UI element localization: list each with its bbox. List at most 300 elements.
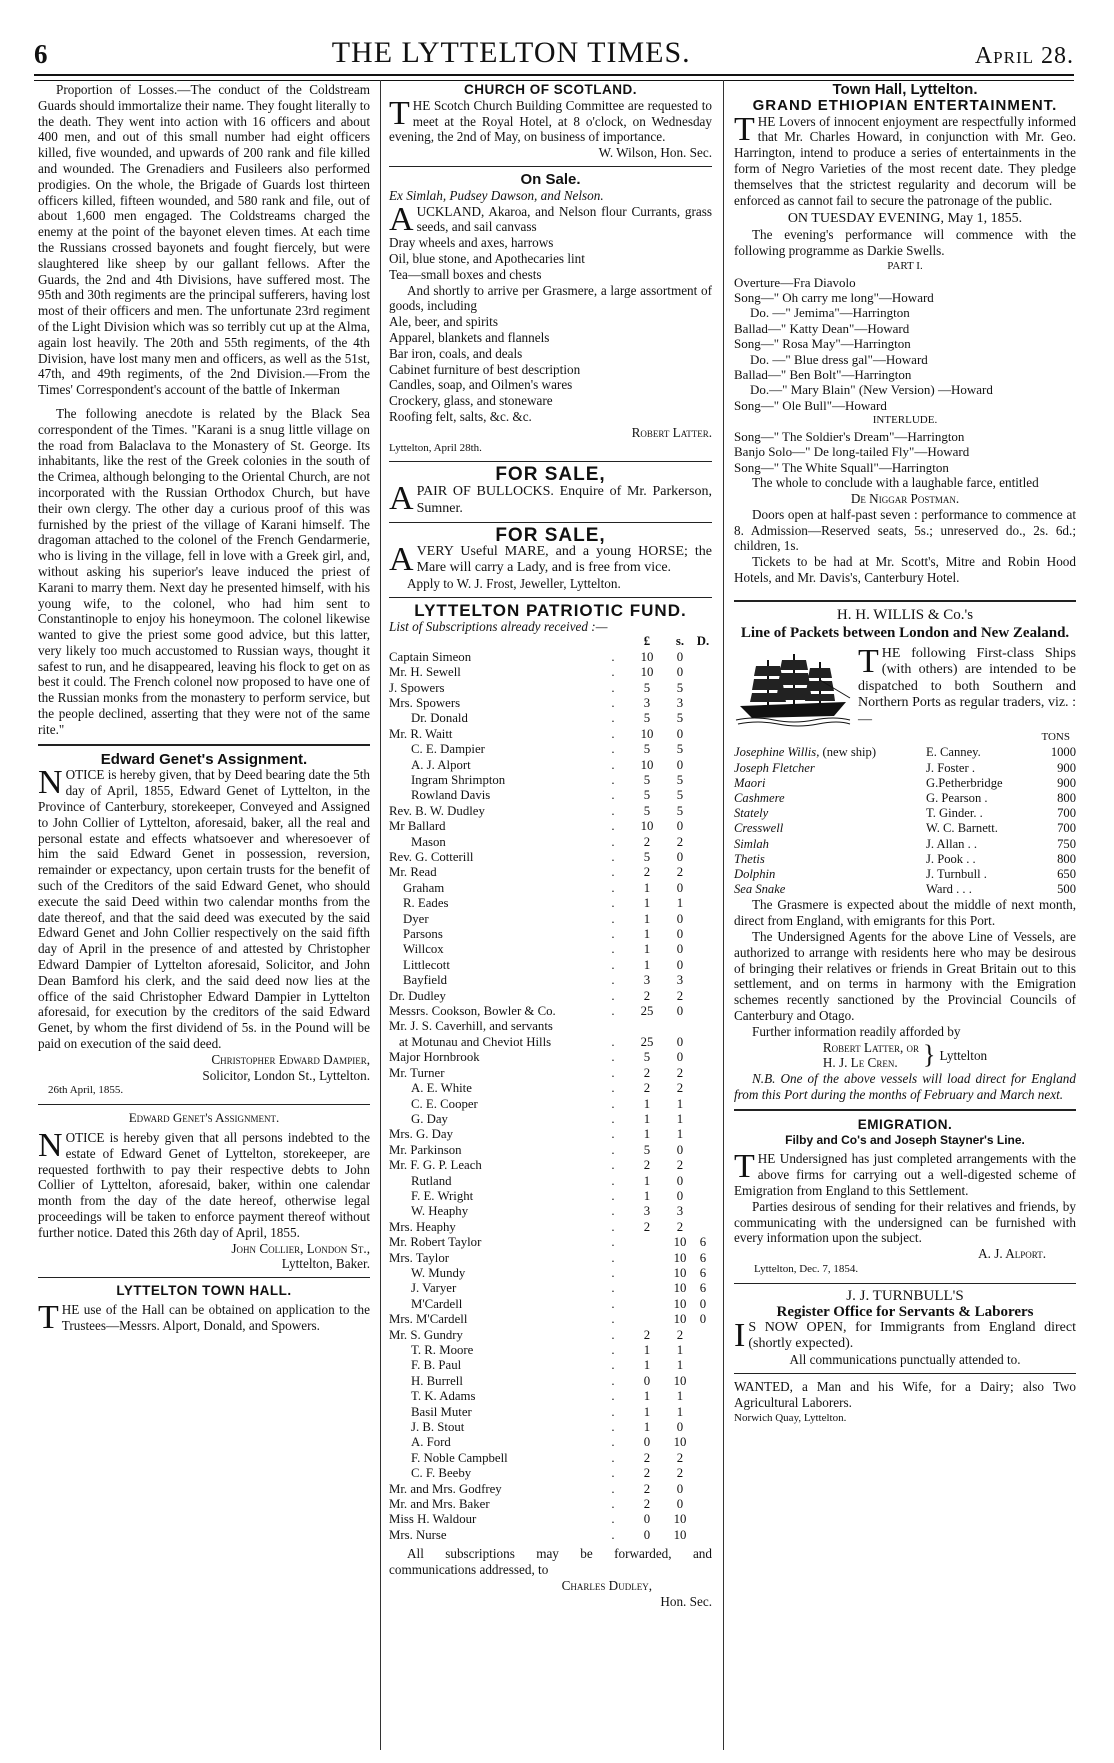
ship-master: J. Foster . [926, 760, 975, 775]
subscriber-name: F. B. Paul [411, 1358, 462, 1373]
subscriber-name: Mr. Turner [389, 1065, 445, 1080]
subscriber-name: T. R. Moore [411, 1343, 474, 1357]
leader-dots: . [611, 850, 615, 864]
table-row [389, 1358, 712, 1373]
column-2 [389, 82, 712, 1609]
amount-pence [694, 1466, 712, 1481]
amount-pounds: 1 [643, 1096, 651, 1111]
amount-pence [694, 881, 712, 896]
subscriber-name: Mr. S. Gundry [389, 1327, 463, 1342]
amount-shillings: 1 [676, 1096, 684, 1111]
mare-ad: AVERY Useful MARE, and a young HORSE; the Mare will carry a Lady, and is free from vice. [389, 540, 712, 578]
leader-dots: . [611, 1142, 615, 1157]
sailing-ship-icon [734, 650, 852, 728]
table-row [389, 896, 712, 911]
amount-shillings: 0 [676, 665, 684, 680]
table-row [389, 1050, 712, 1065]
drop-cap: A [389, 540, 414, 578]
ship-name [734, 791, 926, 806]
amount-pence: 6 [699, 1265, 707, 1280]
amount-pounds: 2 [643, 1497, 651, 1512]
divider [38, 744, 370, 746]
leader-dots: . [611, 1527, 615, 1542]
amount-pounds: 5 [643, 742, 651, 757]
table-row [389, 742, 712, 757]
leader-dots: . [611, 957, 615, 972]
amount-pence [694, 788, 712, 803]
amount-shillings: 3 [676, 973, 684, 988]
amount-pence [694, 773, 712, 788]
church-notice: THE Scotch Church Building Committee are requested to meet at the Royal Hotel, at 8 o'clock, on Wednesday evening, the 2nd of May, on business of importance. [389, 94, 712, 145]
masthead-rule [34, 74, 1074, 81]
amount-pounds: 3 [643, 1204, 651, 1219]
issue-date: April 28. [974, 43, 1074, 69]
table-row [389, 1374, 712, 1389]
amount-shillings: 0 [676, 1142, 684, 1157]
programme-item: Do.—" Mary Blain" (New Version) —Howard [750, 382, 993, 398]
leader-dots: . [611, 711, 615, 726]
amount-pounds: 2 [643, 1450, 651, 1465]
fund-footer: All subscriptions may be forwarded, and communications addressed, to [389, 1546, 712, 1578]
genet-assignment-notice: NOTICE is hereby given, that by Deed bearing date the 5th day of April, 1855, Edward Genet of Lyttelton, in the Province of Canterbury, storekeeper, Conveyed and Assigned to John Collier of Lyttelton, aforesaid, baker, all the real and personal estate and effects whatsoever and wheresoever of him the said Edward Genet in possession, reversion, remainder or expectancy, upon certain trusts for the benefit of such of the Creditors of the said Edward Genet, who should execute the said Deed within two calendar months from the date thereof, and that the said deed was executed by the said Edward Genet and John Collier respectively on the said fifth day of April in the presence of and attested by Christopher Edward Dampier of Lyttelton aforesaid, Solicitor, and John Dean Bamford his clerk, and the said deed now lies at the office of the said Christopher Edward Dampier in Lyttelton aforesaid, for execution by the creditors of the said Edward Genet, by whom the first dividend of 5s. in the Pound will be paid on execution of the said deed. [38, 764, 370, 1052]
amount-pence [694, 727, 712, 742]
table-row [389, 1235, 712, 1250]
drop-cap: A [389, 200, 414, 238]
leader-dots: . [611, 927, 615, 942]
table-row [389, 1220, 712, 1235]
leader-dots: . [611, 1004, 615, 1019]
programme-item: Ballad—" Katty Dean"—Howard [734, 320, 910, 336]
subscriber-name: C. E. Cooper [411, 1096, 478, 1111]
table-row [389, 1035, 712, 1050]
ship-master: W. C. Barnett. [926, 821, 998, 836]
table-row [389, 1281, 712, 1296]
table-row [389, 1158, 712, 1173]
amount-shillings: 10 [673, 1235, 687, 1250]
subscriber-name: Dr. Dudley [389, 988, 446, 1003]
leader-dots: . [611, 1096, 615, 1111]
on-sale-arriving: And shortly to arrive per Grasmere, a large assortment of goods, including [389, 282, 712, 314]
amount-shillings: 0 [676, 1050, 684, 1065]
amount-pence [694, 1420, 712, 1435]
agents-notice: The Undersigned Agents for the above Line of Vessels, are authorized to arrange with residents here who may be desirous of bringing their relatives or friends in Great Britain out to this settlement, and on terms in harmony with the Emigration schemes recently sanctioned by the Provincial Councils of Canterbury and Otago. [734, 929, 1076, 1024]
programme-item: Do. —" Blue dress gal"—Howard [750, 351, 928, 367]
amount-pence [694, 1358, 712, 1373]
sale-item: Crockery, glass, and stoneware [389, 393, 553, 409]
amount-pence [694, 989, 712, 1004]
amount-shillings: 0 [676, 649, 684, 664]
amount-pounds: 25 [640, 1034, 654, 1049]
amount-pounds: 5 [643, 788, 651, 803]
amount-shillings: 2 [676, 1450, 684, 1465]
amount-pence [694, 896, 712, 911]
amount-shillings: 2 [676, 1081, 684, 1096]
turnbull-notice: I S NOW OPEN, for Immigrants from England direct (shortly expected). [734, 1317, 1076, 1355]
farce-title: De Niggar Postman. [850, 491, 960, 507]
subscriber-name: H. Burrell [411, 1373, 463, 1388]
ship-name-text: Sea Snake [734, 882, 786, 897]
subscriber-name: Bayfield [403, 973, 448, 988]
table-row [389, 1466, 712, 1481]
on-sale-intro: AUCKLAND, Akaroa, and Nelson flour Currants, grass seeds, and sail canvass [389, 200, 712, 238]
leader-dots: . [611, 819, 615, 834]
sale-item: Dray wheels and axes, harrows [389, 235, 554, 251]
leader-dots: . [611, 1219, 615, 1234]
amount-pounds [628, 1235, 666, 1250]
programme-item: Song—" Rosa May"—Harrington [734, 336, 911, 352]
amount-pence [694, 1097, 712, 1112]
subscriber-name: Graham [403, 880, 445, 895]
amount-pounds: 10 [640, 665, 654, 680]
leader-dots: . [611, 1420, 615, 1435]
subscriber-name: W. Mundy [411, 1265, 466, 1280]
ship-tons: 900 [1057, 775, 1076, 790]
subscriber-name: R. Eades [403, 896, 449, 911]
table-row [389, 1482, 712, 1497]
leader-dots: . [611, 772, 615, 787]
ship-name [734, 837, 926, 852]
ship-tons: 700 [1057, 806, 1076, 821]
amount-pounds: 1 [643, 1420, 651, 1435]
ship-master: Ward . . . [926, 882, 972, 897]
table-row [389, 1143, 712, 1158]
on-sale-heading: On Sale. [520, 170, 581, 188]
subscriber-name: Mr. F. G. P. Leach [389, 1158, 482, 1173]
leader-dots: . [611, 1281, 615, 1296]
programme-item: Overture—Fra Diavolo [734, 274, 856, 290]
ships-list [734, 745, 1076, 897]
leader-dots: . [611, 695, 615, 710]
leader-dots: . [611, 1065, 615, 1080]
town-hall-lyttelton-heading: Town Hall, Lyttelton. [832, 81, 978, 98]
drop-cap: N [38, 1127, 63, 1164]
amount-pounds: 10 [640, 819, 654, 834]
amount-pence [694, 665, 712, 680]
amount-pounds: 5 [643, 850, 651, 864]
table-row [389, 1251, 712, 1266]
subscriber-name: J. B. Stout [411, 1420, 465, 1435]
amount-shillings: 2 [676, 988, 684, 1003]
genet-signatory-address: Solicitor, London St., Lyttelton. [202, 1067, 370, 1083]
subscriber-name: J. Varyer [411, 1281, 457, 1296]
ship-row [734, 806, 1076, 821]
ship-name-text: Simlah [734, 836, 769, 851]
further-info: Further information readily afforded by [752, 1023, 961, 1039]
amount-pence [694, 835, 712, 850]
table-row [389, 711, 712, 726]
leader-dots: . [611, 834, 615, 849]
subscriber-name: Parsons [403, 927, 443, 942]
amount-shillings: 0 [676, 1004, 684, 1019]
ship-name [734, 821, 926, 836]
table-row [389, 958, 712, 973]
subscriber-name: Rowland Davis [411, 788, 491, 803]
ship-tons: 700 [1057, 821, 1076, 836]
ship-row [734, 761, 1076, 776]
ship-tons: 500 [1057, 882, 1076, 897]
subscriber-name: Willcox [403, 942, 444, 957]
leader-dots: . [611, 1343, 615, 1357]
amount-shillings: 2 [676, 1065, 684, 1080]
table-row [389, 1328, 712, 1343]
amount-pence [694, 1035, 712, 1050]
leader-dots: . [611, 1435, 615, 1450]
subscriber-name: W. Heaphy [411, 1204, 469, 1219]
amount-pounds: 2 [643, 1219, 651, 1234]
subscriber-name: Ingram Shrimpton [411, 772, 506, 787]
amount-shillings: 1 [676, 1343, 684, 1357]
tickets-info: Tickets to be had at Mr. Scott's, Mitre and Robin Hood Hotels, and Mr. Davis's, Canterbury Hotel. [734, 554, 1076, 586]
amount-shillings: 0 [676, 757, 684, 772]
amount-pence [694, 1435, 712, 1450]
subscriber-name: Mrs. Heaphy [389, 1219, 456, 1234]
ship-name [734, 806, 926, 821]
amount-pounds: 2 [643, 865, 651, 880]
amount-pounds [628, 1251, 666, 1266]
sale-item: Bar iron, coals, and deals [389, 345, 523, 361]
table-row [389, 1189, 712, 1204]
table-row [389, 1081, 712, 1096]
alport-signatory: A. J. Alport. [978, 1246, 1046, 1262]
emigration-date: Lyttelton, Dec. 7, 1854. [754, 1262, 859, 1275]
amount-pounds: 0 [643, 1373, 651, 1388]
subscriber-name: Dyer [403, 911, 429, 926]
leader-dots: . [611, 1466, 615, 1481]
amount-shillings: 1 [676, 1358, 684, 1373]
willis-subheading: Line of Packets between London and New Zealand. [740, 624, 1070, 641]
divider [38, 1104, 370, 1105]
leader-dots: . [611, 973, 615, 988]
leader-dots: . [611, 1250, 615, 1265]
amount-pence [694, 1081, 712, 1096]
leader-dots: . [611, 1404, 615, 1419]
leader-dots: . [611, 649, 615, 664]
amount-shillings: 10 [673, 1512, 687, 1527]
ship-name-text: Stately [734, 806, 769, 821]
table-row [389, 1112, 712, 1127]
leader-dots: . [611, 803, 615, 818]
leader-dots: . [611, 880, 615, 895]
amount-shillings: 2 [676, 1219, 684, 1234]
amount-pence [694, 742, 712, 757]
leader-dots: . [611, 1050, 615, 1065]
amount-pence [694, 1343, 712, 1358]
subscriber-name: Miss H. Waldour [389, 1512, 477, 1527]
programme-intro: The evening's performance will commence with the following programme as Darkie Swells. [734, 227, 1076, 258]
amount-pence: 0 [699, 1312, 707, 1327]
column-divider [723, 80, 724, 1750]
leader-dots: . [611, 1358, 615, 1373]
subscriber-name: Littlecott [403, 957, 450, 972]
programme-item: Do. —" Jemima"—Harrington [750, 305, 910, 321]
programme-item: Banjo Solo—" De long-tailed Fly"—Howard [734, 444, 970, 460]
amount-shillings: 0 [676, 1034, 684, 1049]
mare-apply: Apply to W. J. Frost, Jeweller, Lyttelton. [407, 575, 621, 591]
table-row [389, 1528, 712, 1543]
subscriber-name: Dr. Donald [411, 711, 468, 726]
table-row [389, 1405, 712, 1420]
leader-dots: . [611, 1481, 615, 1496]
amount-shillings: 0 [676, 942, 684, 957]
losses-article: Proportion of Losses.—The conduct of the Coldstream Guards should immortalize their name. They fought literally to the death. They went into action with 16 officers and about 400 men, and out of this small number had eight officers killed, five wounded, and upwards of 200 rank and file killed and wounded. The Grenadiers and Fusileers also performed prodigies. On the whole, the Brigade of Guards lost thirteen officers killed, fifteen wounded, and 580 rank and file, out of about 1,600 men engaged. The Coldstreams charged the enemy at the point of the bayonet eleven times. At each time the Russians crossed bayonets and fought fiercely, but were slaughtered like sheep by our gallant fellows. After the Guards, the 2nd and 4th Divisions, have suffered most. The 95th and 30th regiments are the principal sufferers, having lost most of their officers and men. The unfortunate 23rd regiment of the Light Division which was so terribly cut up at the Alma, again lost heavily. The 20th and 55th regiments, of the 4th Division, have lost many men and officers, as well as the 51st, 47th, and 49th regiments, of the 2nd Division.—From the Times' Correspondent's account of the battle of Inkerman [38, 82, 370, 398]
table-row [389, 927, 712, 942]
table-row [389, 1389, 712, 1404]
divider [389, 166, 712, 167]
latter-signatory: Robert Latter. [631, 424, 712, 440]
amount-pounds: 5 [643, 803, 651, 818]
subscriber-name: T. K. Adams [411, 1389, 476, 1404]
subscriber-name: M'Cardell [411, 1296, 463, 1311]
turnbull-notice-2: All communications punctually attended to. [789, 1352, 1021, 1368]
ship-master: E. Canney. [926, 745, 981, 760]
divider [734, 1373, 1076, 1374]
amount-shillings: 0 [676, 850, 684, 864]
subscriber-name: F. Noble Campbell [411, 1450, 508, 1465]
amount-pence [694, 942, 712, 957]
amount-pounds: 1 [643, 911, 651, 926]
collier-signatory: John Collier, London St., [231, 1240, 370, 1256]
turnbull-subheading: Register Office for Servants & Laborers [776, 1303, 1034, 1320]
genet-assignment-heading: Edward Genet's Assignment. [100, 750, 308, 768]
ship-master: G. Pearson . [926, 791, 988, 806]
sale-item: Candles, soap, and Oilmen's wares [389, 377, 573, 393]
fund-signatory: Charles Dudley, [561, 1577, 652, 1593]
ship-master: G.Petherbridge [926, 775, 1003, 790]
amount-pounds: 1 [643, 896, 651, 911]
amount-pounds: 2 [643, 1065, 651, 1080]
programme-item: Song—" Oh carry me long"—Howard [734, 289, 934, 305]
sale-items-list-2 [389, 314, 712, 425]
amount-pounds: 2 [643, 1327, 651, 1342]
ship-name [734, 761, 926, 776]
amount-shillings: 5 [676, 788, 684, 803]
amount-pounds: 2 [643, 1466, 651, 1481]
page-number: 6 [34, 39, 48, 69]
drop-cap: I [734, 1317, 746, 1355]
ship-row [734, 821, 1076, 836]
amount-pounds: 5 [643, 680, 651, 695]
table-row [389, 881, 712, 896]
subscription-table [389, 650, 712, 1544]
table-row [389, 912, 712, 927]
leader-dots: . [611, 726, 615, 741]
subscriber-name: Mason [411, 834, 446, 849]
column-3 [734, 82, 1076, 1427]
amount-shillings: 1 [676, 1111, 684, 1126]
amount-shillings: 0 [676, 927, 684, 942]
amount-pence [694, 1405, 712, 1420]
amount-pounds [628, 1281, 666, 1296]
amount-pounds: 5 [643, 1050, 651, 1065]
amount-pounds: 2 [643, 1158, 651, 1173]
ship-name-text: Josephine Willis, [734, 745, 820, 760]
column-1 [38, 82, 370, 1334]
ship-name [734, 776, 926, 791]
ship-note: (new ship) [822, 745, 877, 760]
for-sale-heading: FOR SALE, [495, 464, 606, 486]
table-row [389, 696, 712, 711]
amount-pence [694, 819, 712, 834]
leader-dots: . [611, 1188, 615, 1203]
amount-shillings: 1 [676, 896, 684, 911]
amount-pounds: 1 [643, 927, 651, 942]
sale-items-list [389, 235, 712, 282]
leader-dots: . [611, 742, 615, 757]
ship-row [734, 745, 1076, 760]
entertainment-notice: THE Lovers of innocent enjoyment are respectfully informed that Mr. Charles Howard, in conjunction with Mr. Geo. Harrington, intend to produce a series of entertainments in the form of Negro Varieties of the most recent date. They pledge themselves that the strictest regularity and decorum will be enforced as cannot fail to secure the patronage of the public. [734, 110, 1076, 208]
amount-pounds: 5 [643, 1142, 651, 1157]
leader-dots: . [611, 988, 615, 1003]
subscriber-name: at Motunau and Cheviot Hills [399, 1034, 552, 1049]
emigration-notice-2: Parties desirous of sending for their relatives and friends, by communicating with the undersigned can be furnished with every information upon the subject. [734, 1198, 1076, 1246]
amount-pence [694, 1189, 712, 1204]
subscriber-name: Rev. B. W. Dudley [389, 803, 485, 818]
amount-pence: 0 [699, 1296, 707, 1311]
grasmere-notice: The Grasmere is expected about the middle of next month, direct from England, with emigrants for this Port. [734, 897, 1076, 929]
amount-pence [694, 973, 712, 988]
table-row [389, 973, 712, 988]
ship-tons: 1000 [1050, 745, 1076, 760]
fund-signatory-role: Hon. Sec. [660, 1593, 712, 1609]
amount-pounds [628, 1266, 666, 1281]
amount-pence [694, 1451, 712, 1466]
amount-pence [694, 1374, 712, 1389]
table-row [389, 665, 712, 680]
subscriber-name: Mr. and Mrs. Godfrey [389, 1481, 502, 1496]
on-sale-ships: Ex Simlah, Pudsey Dawson, and Nelson. [389, 187, 604, 203]
table-row [389, 989, 712, 1004]
leader-dots: . [611, 757, 615, 772]
amount-shillings: 10 [673, 1265, 687, 1280]
amount-pence [694, 958, 712, 973]
amount-pounds: 2 [643, 988, 651, 1003]
town-hall-notice: THE use of the Hall can be obtained on application to the Trustees—Messrs. Alport, Donald, and Spowers. [38, 1298, 370, 1336]
divider [389, 597, 712, 598]
amount-shillings: 10 [673, 1373, 687, 1388]
amount-pence [694, 1004, 712, 1019]
amount-pence [694, 1389, 712, 1404]
amount-pence [694, 1127, 712, 1142]
amount-shillings: 0 [676, 1173, 684, 1188]
ship-name-text: Thetis [734, 851, 765, 866]
sale-item: Apparel, blankets and flannels [389, 329, 550, 345]
emigration-subheading: Filby and Co's and Joseph Stayner's Line. [785, 1132, 1025, 1147]
table-row [389, 1312, 712, 1327]
amount-shillings: 5 [676, 772, 684, 787]
sale-item: Cabinet furniture of best description [389, 361, 581, 377]
drop-cap: T [858, 642, 879, 680]
farce-intro: The whole to conclude with a laughable farce, entitled [752, 475, 1039, 491]
willis-notice: THE following First-class Ships (with others) are intended to be dispatched to both Southern and Northern Ports as regular traders, viz. :— [734, 646, 1076, 729]
entertainment-date: ON TUESDAY EVENING, May 1, 1855. [787, 211, 1023, 227]
amount-pounds: 10 [640, 726, 654, 741]
amount-pounds: 2 [643, 1481, 651, 1496]
programme-item: Song—" The Soldier's Dream"—Harrington [734, 429, 965, 445]
ship-master: J. Allan . . [926, 836, 978, 851]
table-row [389, 1512, 712, 1527]
subscriber-name: Messrs. Cookson, Bowler & Co. [389, 1004, 556, 1019]
subscriber-name: Mrs. M'Cardell [389, 1312, 468, 1327]
drop-cap: T [734, 1148, 755, 1186]
emigration-notice: THE Undersigned has just completed arrangements with the above firms for carrying out a well-digested scheme of Emigration from England to this Settlement. [734, 1148, 1076, 1198]
amount-pence [694, 865, 712, 880]
leader-dots: . [611, 1265, 615, 1280]
table-row [389, 819, 712, 834]
ship-master: J. Pook . . [926, 851, 976, 866]
table-row [389, 773, 712, 788]
ship-tons: 650 [1057, 867, 1076, 882]
amount-pounds: 3 [643, 695, 651, 710]
